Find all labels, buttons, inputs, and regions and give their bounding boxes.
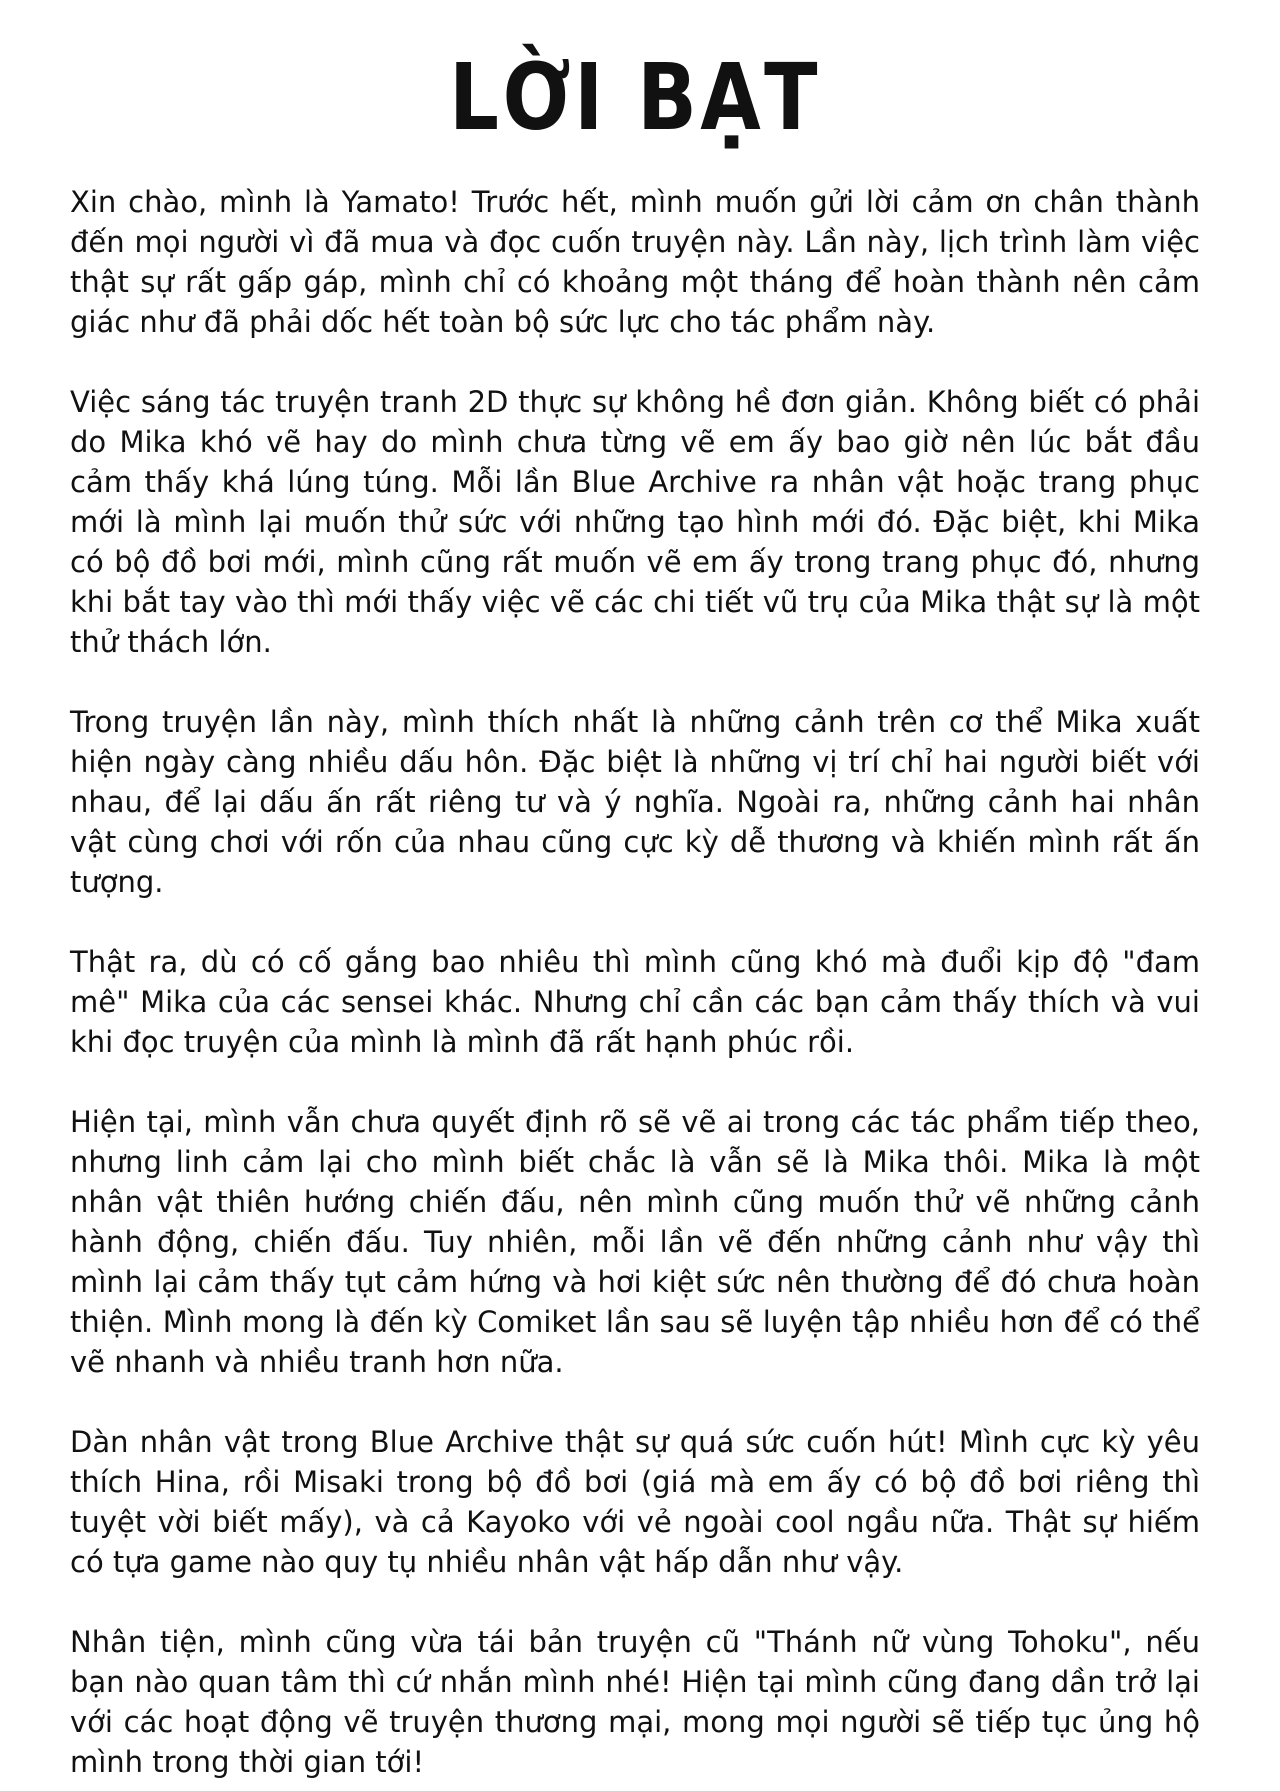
afterword-body <box>70 182 1200 1782</box>
paragraph: Nhân tiện, mình cũng vừa tái bản truyện cũ "Thánh nữ vùng Tohoku", nếu bạn nào quan tâm thì cứ nhắn mình nhé! Hiện tại mình cũng đang dần trở lại với các hoạt động vẽ truyện thương mại, mong mọi người sẽ tiếp tục ủng hộ mình trong thời gian tới! <box>70 1625 1200 1779</box>
paragraph: Việc sáng tác truyện tranh 2D thực sự không hề đơn giản. Không biết có phải do Mika khó vẽ hay do mình chưa từng vẽ em ấy bao giờ nên lúc bắt đầu cảm thấy khá lúng túng. Mỗi lần Blue Archive ra nhân vật hoặc trang phục mới là mình lại muốn thử sức với những tạo hình mới đó. Đặc biệt, khi Mika có bộ đồ bơi mới, mình cũng rất muốn vẽ em ấy trong trang phục đó, nhưng khi bắt tay vào thì mới thấy việc vẽ các chi tiết vũ trụ của Mika thật sự là một thử thách lớn. <box>70 385 1200 659</box>
paragraph: Trong truyện lần này, mình thích nhất là những cảnh trên cơ thể Mika xuất hiện ngày càng nhiều dấu hôn. Đặc biệt là những vị trí chỉ hai người biết với nhau, để lại dấu ấn rất riêng tư và ý nghĩa. Ngoài ra, những cảnh hai nhân vật cùng chơi với rốn của nhau cũng cực kỳ dễ thương và khiến mình rất ấn tượng. <box>70 705 1200 899</box>
paragraph: Xin chào, mình là Yamato! Trước hết, mình muốn gửi lời cảm ơn chân thành đến mọi người vì đã mua và đọc cuốn truyện này. Lần này, lịch trình làm việc thật sự rất gấp gáp, mình chỉ có khoảng một tháng để hoàn thành nên cảm giác như đã phải dốc hết toàn bộ sức lực cho tác phẩm này. <box>70 185 1200 339</box>
paragraph: Hiện tại, mình vẫn chưa quyết định rõ sẽ vẽ ai trong các tác phẩm tiếp theo, nhưng linh cảm lại cho mình biết chắc là vẫn sẽ là Mika thôi. Mika là một nhân vật thiên hướng chiến đấu, nên mình cũng muốn thử vẽ những cảnh hành động, chiến đấu. Tuy nhiên, mỗi lần vẽ đến những cảnh như vậy thì mình lại cảm thấy tụt cảm hứng và hơi kiệt sức nên thường để đó chưa hoàn thiện. Mình mong là đến kỳ Comiket lần sau sẽ luyện tập nhiều hơn để có thể vẽ nhanh và nhiều tranh hơn nữa. <box>70 1105 1200 1379</box>
page-title: LỜI BẠT <box>449 44 821 151</box>
paragraph: Thật ra, dù có cố gắng bao nhiêu thì mình cũng khó mà đuổi kịp độ "đam mê" Mika của các sensei khác. Nhưng chỉ cần các bạn cảm thấy thích và vui khi đọc truyện của mình là mình đã rất hạnh phúc rồi. <box>70 945 1200 1059</box>
paragraph: Dàn nhân vật trong Blue Archive thật sự quá sức cuốn hút! Mình cực kỳ yêu thích Hina, rồi Misaki trong bộ đồ bơi (giá mà em ấy có bộ đồ bơi riêng thì tuyệt vời biết mấy), và cả Kayoko với vẻ ngoài cool ngầu nữa. Thật sự hiếm có tựa game nào quy tụ nhiều nhân vật hấp dẫn như vậy. <box>70 1425 1200 1579</box>
